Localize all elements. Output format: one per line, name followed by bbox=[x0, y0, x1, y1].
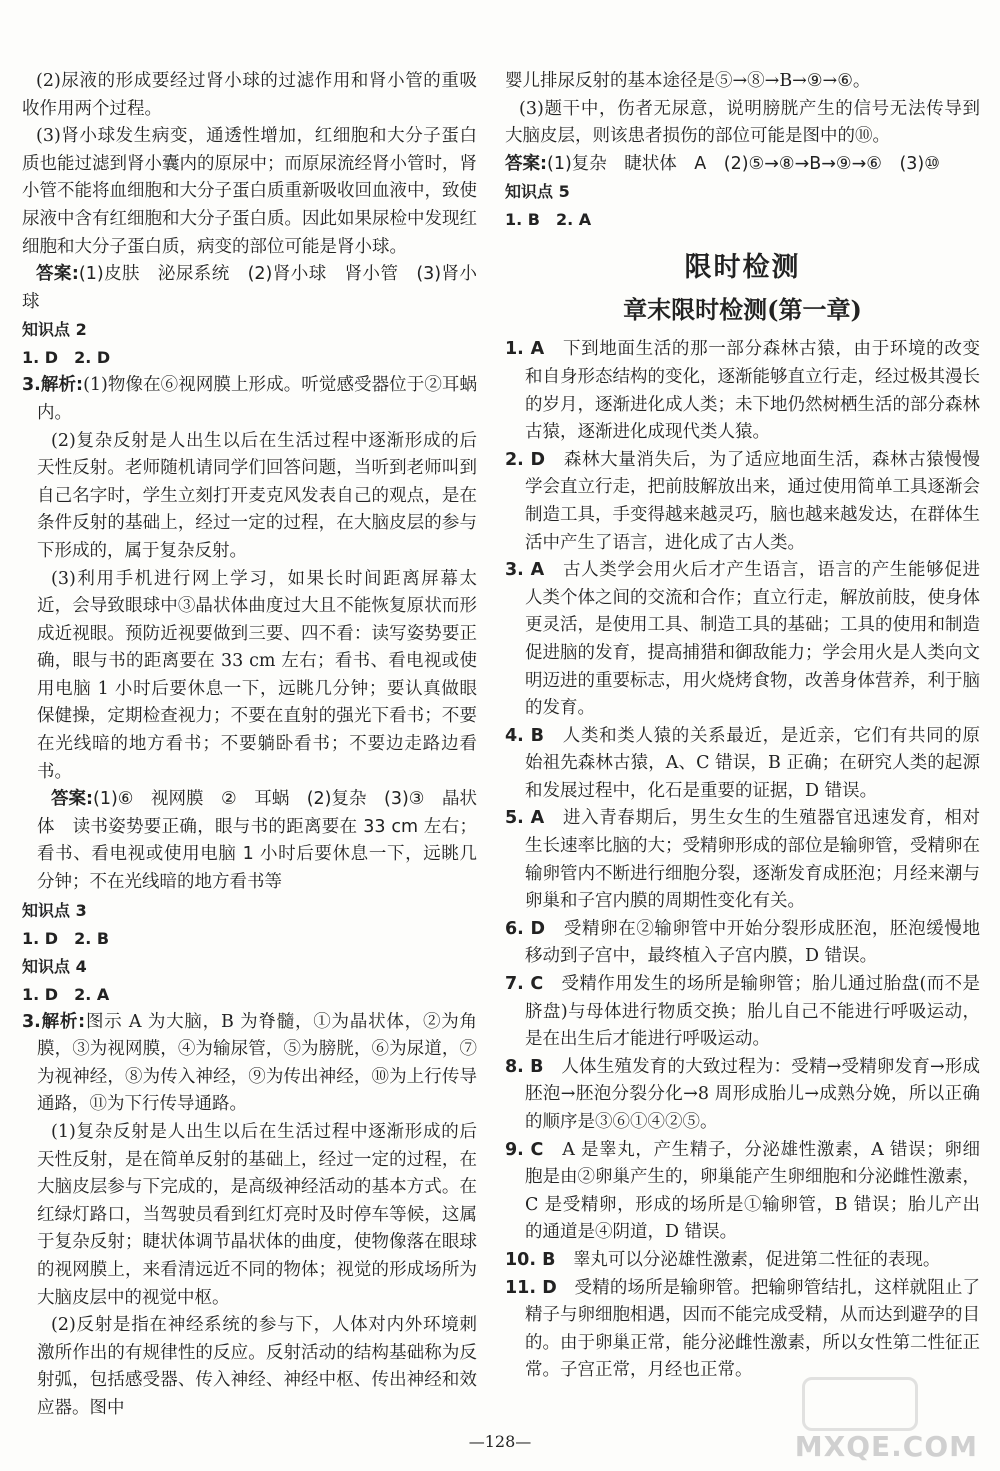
test-answer-item bbox=[505, 1054, 980, 1137]
question-item bbox=[22, 1009, 477, 1119]
answer-line bbox=[505, 151, 980, 179]
chapter-test-title: 章末限时检测(第一章) bbox=[623, 295, 862, 325]
paragraph: 婴儿排尿反射的基本途径是⑤→⑧→B→⑨→⑥。 bbox=[505, 71, 871, 91]
page-number: —128— bbox=[468, 1432, 532, 1451]
test-answer-item bbox=[505, 557, 980, 723]
item-explanation: 受精作用发生的场所是输卵管；胎儿通过胎盘(而不是脐盘)与母体进行物质交换；胎儿自己不能进行呼吸运动，是在出生后才能进行呼吸运动。 bbox=[525, 974, 981, 1050]
test-answer-item bbox=[505, 971, 980, 1054]
item-explanation: 进入青春期后，男生女生的生殖器官迅速发育，相对生长速率比脑的大；受精卵形成的部位是输卵管，受精卵在输卵管内不断进行细胞分裂，逐渐发育成胚泡；月经来潮与卵巢和子宫内膜的周期性变化有关。 bbox=[525, 808, 980, 912]
test-answer-item bbox=[505, 916, 980, 971]
answer-label: 答案: bbox=[51, 789, 94, 810]
paragraph: (2)复杂反射是人出生以后在生活过程中逐渐形成的后天性反射。老师随机请同学们回答问题，当听到老师叫到自己名字时，学生立刻打开麦克风发表自己的观点，是在条件反射的基础上，经过一定的过程，在大脑皮层的参与下形成的，属于复杂反射。 bbox=[37, 430, 477, 561]
item-explanation: 人体生殖发育的大致过程为：受精→受精卵发育→形成胚泡→胚泡分裂分化→8 周形成胎儿→成熟分娩，所以正确的顺序是③⑥①④②⑤。 bbox=[525, 1056, 981, 1132]
item-answer: 4. B bbox=[505, 725, 544, 746]
test-answer-item bbox=[505, 447, 980, 557]
item-explanation: 受精卵在②输卵管中开始分裂形成胚泡，胚泡缓慢地移动到子宫中，最终植入子宫内膜，D 错误。 bbox=[525, 918, 981, 967]
item-explanation: 古人类学会用火后才产生语言，语言的产生能够促进人类个体之间的交流和合作；直立行走，解放前肢，使身体更灵活，是使用工具、制造工具的基础；工具的使用和制造促进脑的发育，提高捕猎和御敌能力；学会用火是人类向文明迈进的重要标志，用火烧烤食物，改善身体营养，利于脑的发育。 bbox=[525, 560, 980, 719]
analysis-label: 解析: bbox=[40, 1011, 86, 1032]
item-explanation: 森林大量消失后，为了适应地面生活，森林古猿慢慢学会直立行走，把前肢解放出来，通过使用简单工具逐渐会制造工具，手变得越来越灵巧，脑也越来越发达，在群体生活中产生了语言，进化成了古人类。 bbox=[525, 449, 981, 553]
section-heading: 知识点 2 bbox=[22, 320, 87, 340]
answer-keys: 1. B 2. A bbox=[505, 210, 592, 230]
paragraph: (3)利用手机进行网上学习，如果长时间距离屏幕太近，会导致眼球中③晶状体曲度过大且不能恢复原状而形成近视眼。预防近视要做到三要、四不看：读写姿势要正确，眼与书的距离要在 33 cm 左右；看书、看电视或使用电脑 1 小时后要休息一下，远眺几分钟；要认真做眼保健操，定期检查视力；不要在直射的强光下看书；不要在光线暗的地方看书；不要躺卧看书；不要边走路边看书。 bbox=[37, 568, 477, 782]
answer-label: 答案: bbox=[505, 153, 547, 174]
item-text: 图示 A 为大脑，B 为脊髓，①为晶状体，②为角膜，③为视网膜，④为输尿管，⑤为膀胱，⑥为尿道，⑦为视神经，⑧为传入神经，⑨为传出神经，⑩为上行传导通路，⑪为下行传导通路。 bbox=[37, 1011, 478, 1115]
paragraph: (1)复杂反射是人出生以后在生活过程中逐渐形成的后天性反射，是在简单反射的基础上，经过一定的过程，在大脑皮层参与下完成的，是高级神经活动的基本方式。在红绿灯路口，当驾驶员看到红灯亮时及时停车等候，这属于复杂反射；睫状体调节晶状体的曲度，使物像落在眼球的视网膜上，来看清远近不同的物体；视觉的形成场所为大脑皮层中的视觉中枢。 bbox=[37, 1122, 477, 1308]
section-heading: 知识点 4 bbox=[22, 956, 87, 976]
item-answer: 3. A bbox=[505, 560, 545, 581]
item-explanation: A 是睾丸，产生精子，分泌雄性激素，A 错误；卵细胞是由②卵巢产生的，卵巢能产生卵细胞和分泌雌性激素，C 是受精卵，形成的场所是①输卵管，B 错误；胎儿产出的通道是④阴道，D 错误。 bbox=[525, 1139, 981, 1243]
section-title: 限时检测 bbox=[684, 252, 801, 284]
paragraph: (2)尿液的形成要经过肾小球的过滤作用和肾小管的重吸收作用两个过程。 bbox=[22, 71, 477, 119]
paragraph: (3)题干中，伤者无尿意，说明膀胱产生的信号无法传导到大脑皮层，则该患者损伤的部位可能是图中的⑩。 bbox=[505, 98, 980, 147]
watermark-logo bbox=[802, 1377, 918, 1431]
watermark: MXQE.COM bbox=[794, 1430, 978, 1463]
test-answer-item bbox=[505, 1275, 980, 1385]
answer-line bbox=[22, 261, 477, 316]
item-number: 3. bbox=[22, 1011, 41, 1032]
item-explanation: 睾丸可以分泌雄性激素，促进第二性征的表现。 bbox=[572, 1249, 941, 1270]
item-answer: 1. A bbox=[505, 339, 545, 360]
item-answer: 5. A bbox=[505, 808, 545, 829]
analysis-label: 解析: bbox=[40, 375, 84, 396]
item-explanation: 受精的场所是输卵管。把输卵管结扎，这样就阻止了精子与卵细胞相遇，因而不能完成受精，从而达到避孕的目的。由于卵巢正常，能分泌雌性激素，所以女性第二性征正常。子宫正常，月经也正常。 bbox=[525, 1277, 981, 1381]
item-answer: 10. B bbox=[505, 1249, 556, 1270]
test-answer-item bbox=[505, 1137, 980, 1247]
item-answer: 2. D bbox=[505, 449, 546, 470]
test-answer-item bbox=[505, 336, 980, 446]
item-number: 3. bbox=[22, 375, 41, 396]
answer-line bbox=[22, 786, 477, 896]
answer-keys: 1. D 2. B bbox=[22, 928, 110, 948]
test-answer-item bbox=[505, 723, 980, 806]
right-column bbox=[505, 68, 980, 1385]
section-heading: 知识点 5 bbox=[505, 182, 570, 202]
item-text: (1)物像在⑥视网膜上形成。听觉感受器位于②耳蜗内。 bbox=[37, 375, 477, 423]
item-answer: 8. B bbox=[505, 1056, 544, 1077]
item-answer: 7. C bbox=[505, 974, 544, 995]
item-explanation: 人类和类人猿的关系最近，是近亲，它们有共同的原始祖先森林古猿，A、C 错误，B 正确；在研究人类的起源和发展过程中，化石是重要的证据，D 错误。 bbox=[525, 725, 981, 801]
answer-text: (1)复杂 睫状体 A (2)⑤→⑧→B→⑨→⑥ (3)⑩ bbox=[547, 153, 940, 174]
answer-label: 答案: bbox=[36, 264, 79, 285]
answer-text: (1)⑥ 视网膜 ② 耳蜗 (2)复杂 (3)③ 晶状体 读书姿势要正确，眼与书的距离要在 33 cm 左右；看书、看电视或使用电脑 1 小时后要休息一下，远眺几分钟；不在光线暗的地方看书等 bbox=[37, 789, 478, 893]
section-heading: 知识点 3 bbox=[22, 900, 87, 920]
paragraph: (2)反射是指在神经系统的参与下，人体对内外环境刺激所作出的有规律性的反应。反射活动的结构基础称为反射弧，包括感受器、传入神经、神经中枢、传出神经和效应器。图中 bbox=[37, 1315, 477, 1418]
item-answer: 6. D bbox=[505, 918, 546, 939]
test-answer-list bbox=[505, 336, 980, 1385]
left-column bbox=[22, 68, 477, 1423]
item-answer: 11. D bbox=[505, 1277, 557, 1298]
answer-keys: 1. D 2. D bbox=[22, 348, 111, 368]
test-answer-item bbox=[505, 805, 980, 915]
paragraph: (3)肾小球发生病变，通透性增加，红细胞和大分子蛋白质也能过滤到肾小囊内的原尿中；而原尿流经肾小管时，肾小管不能将血细胞和大分子蛋白质重新吸收回血液中，致使尿液中含有红细胞和大分子蛋白质。因此如果尿检中发现红细胞和大分子蛋白质，病变的部位可能是肾小球。 bbox=[22, 126, 477, 257]
item-explanation: 下到地面生活的那一部分森林古猿，由于环境的改变和自身形态结构的变化，逐渐能够直立行走，经过极其漫长的岁月，逐渐进化成人类；未下地仍然树栖生活的部分森林古猿，逐渐进化成现代类人猿。 bbox=[525, 339, 980, 443]
item-answer: 9. C bbox=[505, 1139, 544, 1160]
question-item bbox=[22, 372, 477, 427]
test-answer-item bbox=[505, 1247, 980, 1275]
answer-text: (1)皮肤 泌尿系统 (2)肾小球 肾小管 (3)肾小球 bbox=[22, 264, 477, 312]
answer-keys: 1. D 2. A bbox=[22, 984, 110, 1004]
